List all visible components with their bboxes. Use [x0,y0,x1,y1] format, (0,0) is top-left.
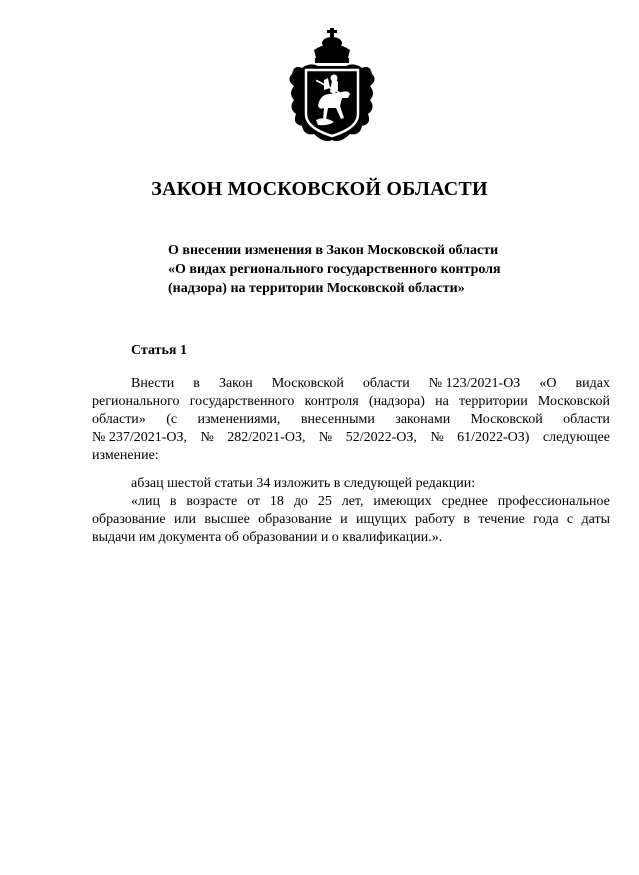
paragraph-line: образование или высшее образование и ищущих работу в течение года с даты [92,512,610,527]
article-paragraph-1 [92,375,610,465]
law-title: ЗАКОН МОСКОВСКОЙ ОБЛАСТИ [151,178,488,200]
subject-line: «О видах регионального государственного контроля [168,262,501,277]
paragraph-line: выдачи им документа об образовании и о квалификации.». [92,530,443,545]
article-heading: Статья 1 [131,343,187,358]
subject-line: (надзора) на территории Московской области» [168,281,465,296]
paragraph-line: Внести в Закон Московской области № 123/2021-ОЗ «О видах [131,376,610,391]
coat-of-arms-icon [284,28,380,150]
paragraph-line: регионального государственного контроля (надзора) на территории Московской [92,394,610,409]
paragraph-line: изменение: [92,448,159,463]
paragraph-line: области» (с изменениями, внесенными законами Московской области [92,412,610,427]
paragraph-line: № 237/2021-ОЗ, № 282/2021-ОЗ, № 52/2022-ОЗ, № 61/2022-ОЗ) следующее [92,430,610,445]
article-paragraph-2 [92,475,610,547]
subject-line: О внесении изменения в Закон Московской области [168,243,499,258]
paragraph-line: абзац шестой статьи 34 изложить в следующей редакции: [131,476,476,491]
paragraph-line: «лиц в возрасте от 18 до 25 лет, имеющих среднее профессиональное [131,494,610,509]
law-subject [168,241,568,298]
